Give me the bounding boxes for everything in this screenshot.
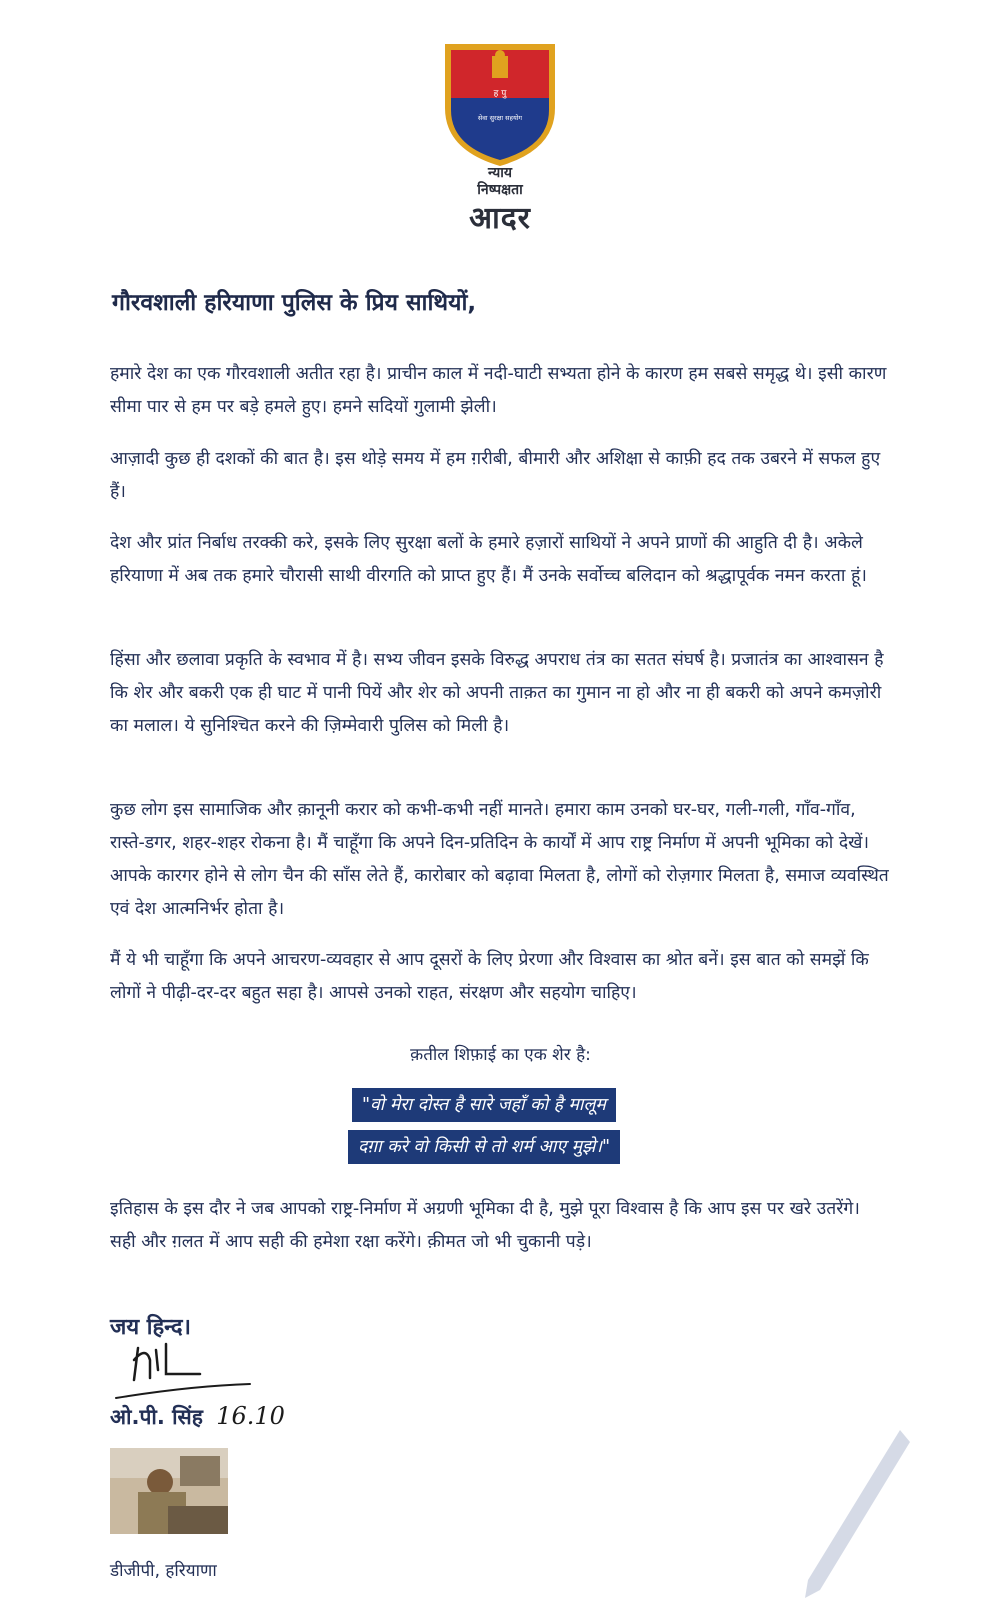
emblem-text-top: ह पु <box>493 89 507 99</box>
paragraph-6: मैं ये भी चाहूँगा कि अपने आचरण-व्यवहार से आप दूसरों के लिए प्रेरणा और विश्वास का श्रोत बनें। इस बात को समझें कि लोगों ने पीढ़ी-दर-दर बहुत सहा है। आपसे उनको राहत, संरक्षण और सहयोग चाहिए। <box>110 950 869 1003</box>
paragraph-2: आज़ादी कुछ ही दशकों की बात है। इस थोड़े समय में हम ग़रीबी, बीमारी और अशिक्षा से काफ़ी हद तक उबरने में सफल हुए हैं। <box>110 449 881 502</box>
haryana-police-shield-icon <box>439 38 561 168</box>
signatory-name-text: ओ.पी. सिंह <box>110 1405 203 1429</box>
paragraph-3: देश और प्रांत निर्बाध तरक्की करे, इसके लिए सुरक्षा बलों के हमारे हज़ारों साथियों ने अपने प्राणों की आहुति दी है। अकेले हरियाणा में अब तक हमारे चौरासी साथी वीरगति को प्राप्त हुए हैं। मैं उनके सर्वोच्च बलिदान को श्रद्धापूर्वक नमन करता हूं। <box>110 533 867 586</box>
paragraph-5: कुछ लोग इस सामाजिक और क़ानूनी करार को कभी-कभी नहीं मानते। हमारा काम उनको घर-घर, गली-गली, गाँव-गाँव, रास्ते-डगर, शहर-शहर रोकना है। मैं चाहूँगा कि अपने दिन-प्रतिदिन के कार्यों में आप राष्ट्र निर्माण में अपनी भूमिका को देखें। आपके कारगर होने से लोग चैन की साँस लेते हैं, कारोबार को बढ़ावा मिलता है, लोगों को रोज़गार मिलता है, समाज व्यवस्थित एवं देश आत्मनिर्भर होता है। <box>110 800 889 919</box>
designation: डीजीपी, हरियाणा <box>110 1561 217 1581</box>
handwritten-signature <box>110 1340 330 1410</box>
closing-paragraph: इतिहास के इस दौर ने जब आपको राष्ट्र-निर्माण में अग्रणी भूमिका दी है, मुझे पूरा विश्वास है कि आप इस पर खरे उतरेंगे। सही और ग़लत में आप सही की हमेशा रक्षा करेंगे। क़ीमत जो भी चुकानी पड़े। <box>110 1199 860 1252</box>
couplet-line-2: दग़ा करे वो किसी से तो शर्म आए मुझे।" <box>348 1130 620 1164</box>
handwritten-date: 16.10 <box>216 1402 285 1430</box>
paragraph-1: हमारे देश का एक गौरवशाली अतीत रहा है। प्राचीन काल में नदी-घाटी सभ्यता होने के कारण हम सबसे समृद्ध थे। इसी कारण सीमा पार से हम पर बड़े हमले हुए। हमने सदियों गुलामी झेली। <box>110 364 887 417</box>
motto-aadar: आदर <box>469 201 531 236</box>
jai-hind: जय हिन्द। <box>110 1315 191 1340</box>
motto-nishpakshata: निष्पक्षता <box>477 182 523 198</box>
couplet-line-1: "वो मेरा दोस्त है सारे जहाँ को है मालूम <box>352 1088 616 1122</box>
signatory-name <box>110 1402 285 1431</box>
officer-photo <box>110 1448 228 1534</box>
paragraph-4: हिंसा और छलावा प्रकृति के स्वभाव में है। सभ्य जीवन इसके विरुद्ध अपराध तंत्र का सतत संघर्ष है। प्रजातंत्र का आश्वासन है कि शेर और बकरी एक ही घाट में पानी पियें और शेर को अपनी ताक़त का गुमान ना हो और ना ही बकरी को अपने कमज़ोरी का मलाल। ये सुनिश्चित करने की ज़िम्मेवारी पुलिस को मिली है। <box>110 650 884 736</box>
pen-watermark-icon <box>780 1420 920 1600</box>
motto-nyay: न्याय <box>488 165 512 181</box>
emblem-text-motto: सेवा सुरक्षा सहयोग <box>477 114 523 122</box>
couplet-intro: क़तील शिफ़ाई का एक शेर है: <box>410 1045 591 1065</box>
salutation: गौरवशाली हरियाणा पुलिस के प्रिय साथियों, <box>112 290 477 316</box>
